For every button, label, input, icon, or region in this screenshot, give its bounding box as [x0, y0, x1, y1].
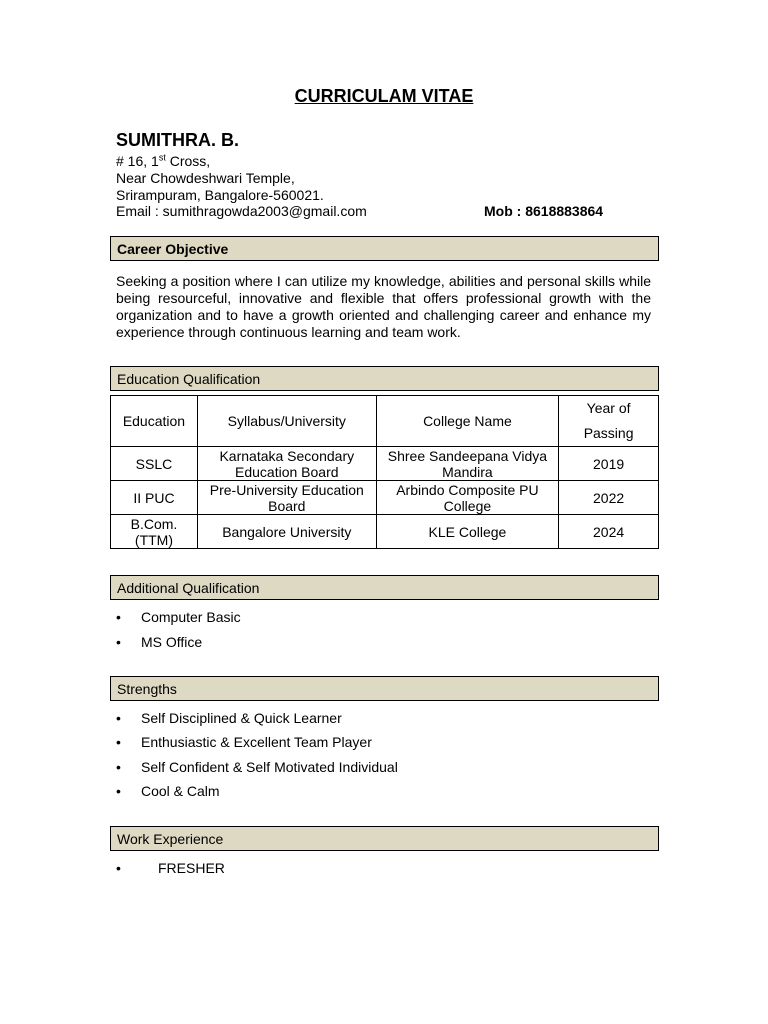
- address-line-2: Near Chowdeshwari Temple,: [116, 170, 295, 186]
- table-header-cell: Syllabus/University: [197, 396, 376, 447]
- table-header-cell: Year of Passing: [559, 396, 659, 447]
- career-objective-heading: Career Objective: [110, 236, 659, 261]
- table-cell: SSLC: [111, 447, 198, 481]
- address-line-1-superscript: st: [158, 152, 166, 163]
- table-cell: Pre-University Education Board: [197, 481, 376, 515]
- list-item: [116, 609, 241, 625]
- list-item-text: Self Confident & Self Motivated Individual: [141, 759, 398, 775]
- table-header-cell: Education: [111, 396, 198, 447]
- table-cell: Shree Sandeepana Vidya Mandira: [376, 447, 559, 481]
- education-table: [110, 395, 659, 549]
- table-cell: 2024: [559, 515, 659, 549]
- table-row: [111, 515, 659, 549]
- mobile-number: Mob : 8618883864: [484, 203, 604, 219]
- career-objective-text: Seeking a position where I can utilize my knowledge, abilities and personal skills while being resourceful, innovative and flexible that offers professional growth with the organization and to have a growth oriented and challenging career and enhance my experience through continuous learning and team work.: [116, 273, 651, 340]
- table-cell: KLE College: [376, 515, 559, 549]
- education-heading: Education Qualification: [110, 366, 659, 391]
- bullet-icon: •: [116, 860, 121, 876]
- candidate-name: SUMITHRA. B.: [116, 130, 239, 150]
- table-cell: B.Com. (TTM): [111, 515, 198, 549]
- document-title: CURRICULAM VITAE: [294, 86, 474, 106]
- list-item: [116, 759, 398, 775]
- list-item-text: Enthusiastic & Excellent Team Player: [141, 734, 372, 750]
- work-experience-heading: Work Experience: [110, 826, 659, 851]
- bullet-icon: •: [116, 634, 121, 650]
- bullet-icon: •: [116, 759, 121, 775]
- table-row: [111, 447, 659, 481]
- address-line-1-text: # 16, 1: [116, 153, 159, 169]
- list-item-text: MS Office: [141, 634, 203, 650]
- table-cell: 2022: [559, 481, 659, 515]
- bullet-icon: •: [116, 734, 121, 750]
- table-cell: 2019: [559, 447, 659, 481]
- table-row: [111, 481, 659, 515]
- list-item-text: Cool & Calm: [141, 783, 220, 799]
- table-cell: Karnataka Secondary Education Board: [197, 447, 376, 481]
- list-item: [116, 710, 342, 726]
- list-item-text: Computer Basic: [141, 609, 241, 625]
- bullet-icon: •: [116, 783, 121, 799]
- strengths-heading: Strengths: [110, 676, 659, 701]
- list-item-text: FRESHER: [158, 860, 225, 876]
- table-header-row: [111, 396, 659, 447]
- table-cell: II PUC: [111, 481, 198, 515]
- table-header-cell: College Name: [376, 396, 559, 447]
- list-item: [116, 734, 372, 750]
- bullet-icon: •: [116, 609, 121, 625]
- address-line-1-suffix: Cross,: [165, 153, 211, 169]
- list-item: [116, 783, 220, 799]
- list-item: [116, 634, 202, 650]
- list-item: [116, 860, 225, 876]
- bullet-icon: •: [116, 710, 121, 726]
- additional-qualification-heading: Additional Qualification: [110, 575, 659, 600]
- table-cell: Arbindo Composite PU College: [376, 481, 559, 515]
- table-cell: Bangalore University: [197, 515, 376, 549]
- list-item-text: Self Disciplined & Quick Learner: [141, 710, 342, 726]
- address-line-3: Srirampuram, Bangalore-560021.: [116, 187, 324, 203]
- address-line-1: [116, 153, 210, 169]
- email-line: Email : sumithragowda2003@gmail.com: [116, 203, 367, 219]
